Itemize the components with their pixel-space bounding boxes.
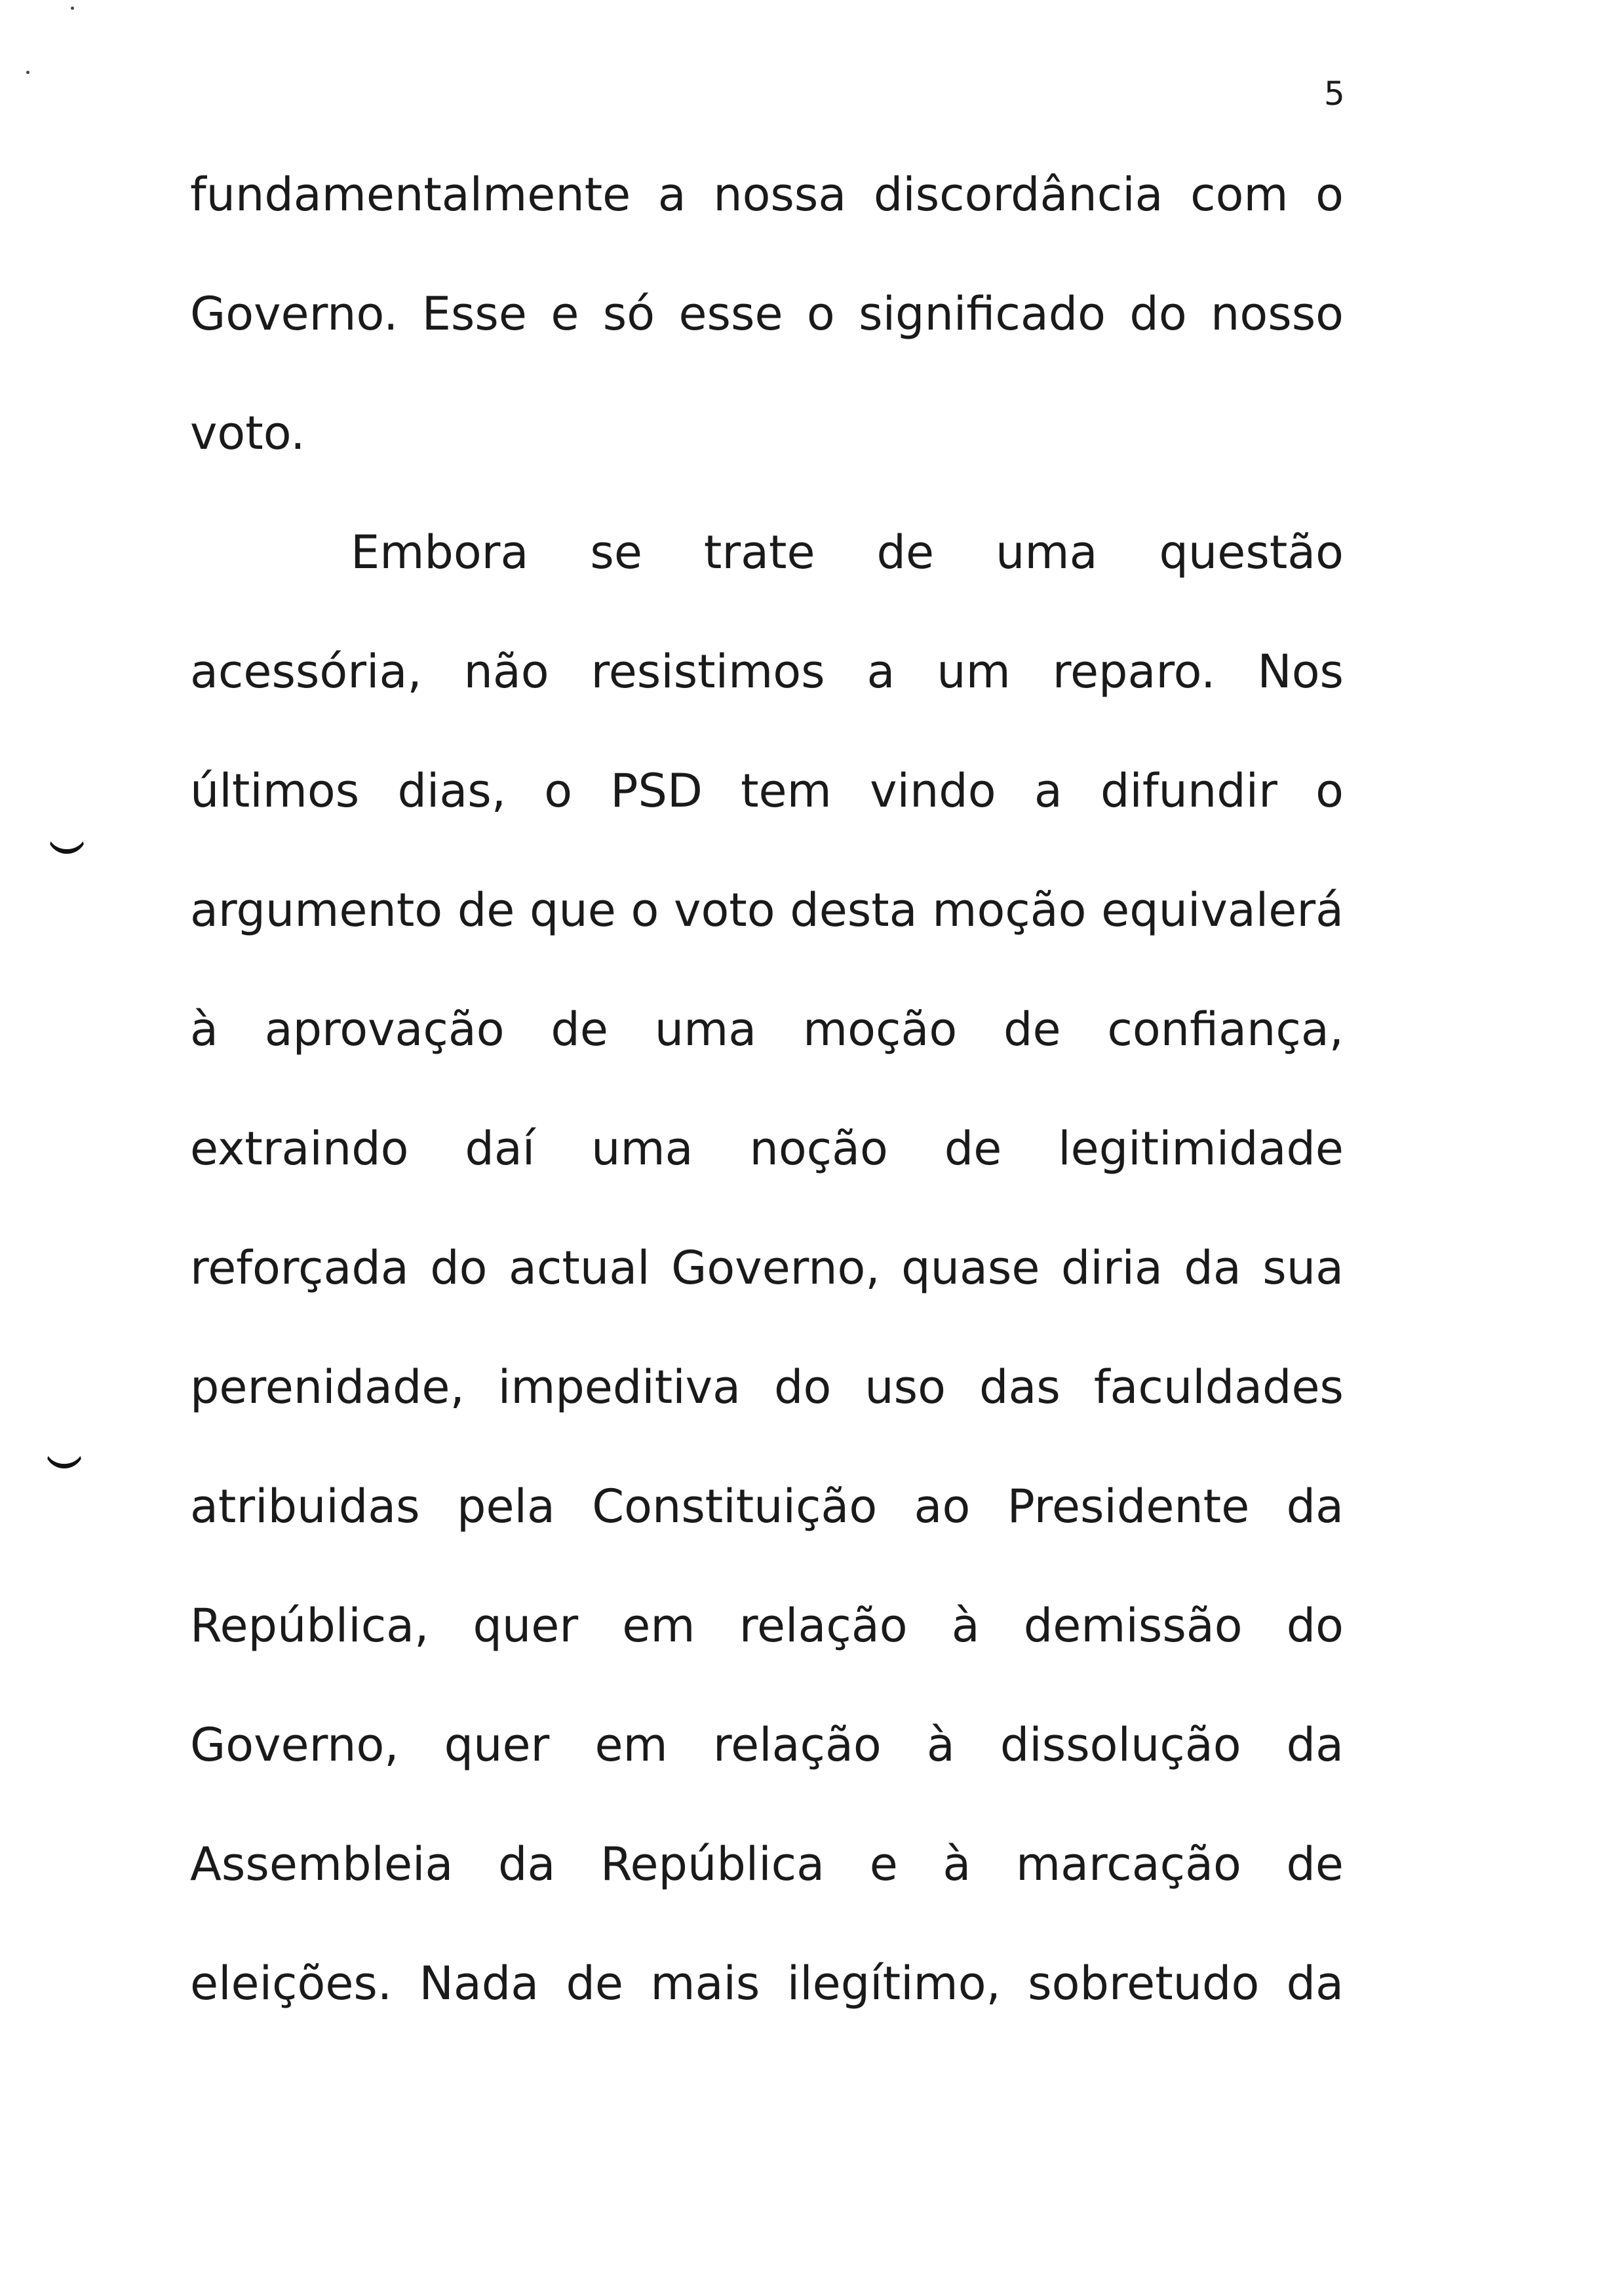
body-line: extraindo daí uma noção de legitimidade bbox=[190, 1122, 1344, 1176]
page-number: 5 bbox=[1324, 75, 1345, 113]
body-line: Embora se trate de uma questão bbox=[351, 526, 1344, 579]
body-line: Governo, quer em relação à dissolução da bbox=[190, 1718, 1344, 1772]
body-line: últimos dias, o PSD tem vindo a difundir o bbox=[190, 764, 1344, 818]
body-line: voto. bbox=[190, 406, 305, 460]
body-line: reforçada do actual Governo, quase diria da sua bbox=[190, 1241, 1344, 1295]
scan-speck bbox=[71, 7, 74, 10]
body-line: argumento de que o voto desta moção equivalerá bbox=[190, 883, 1344, 937]
body-line: à aprovação de uma moção de confiança, bbox=[190, 1003, 1344, 1056]
body-line: atribuidas pela Constituição ao Presidente da bbox=[190, 1480, 1344, 1533]
body-line: Governo. Esse e só esse o significado do nosso bbox=[190, 287, 1344, 341]
body-line: República, quer em relação à demissão do bbox=[190, 1599, 1344, 1653]
body-line: Assembleia da República e à marcação de bbox=[190, 1837, 1344, 1891]
body-line: perenidade, impeditiva do uso das faculdades bbox=[190, 1360, 1344, 1414]
margin-check-mark bbox=[47, 827, 87, 854]
body-line: acessória, não resistimos a um reparo. Nos bbox=[190, 645, 1344, 698]
scan-speck bbox=[26, 71, 29, 74]
margin-check-mark bbox=[45, 1442, 84, 1468]
body-line: eleições. Nada de mais ilegítimo, sobretudo da bbox=[190, 1957, 1344, 2010]
body-line: fundamentalmente a nossa discordância com o bbox=[190, 168, 1344, 221]
